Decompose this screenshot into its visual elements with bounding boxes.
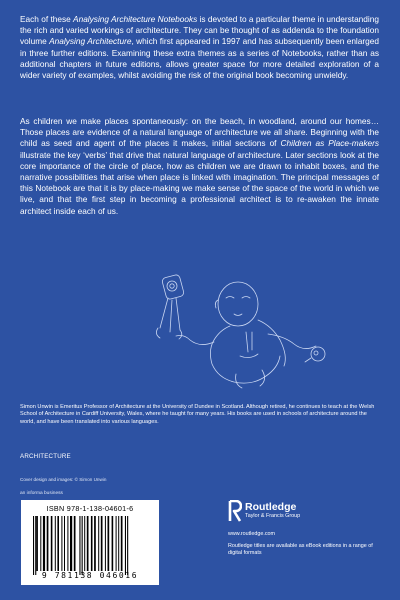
routledge-logo-icon [228,500,242,522]
isbn-number: ISBN 978-1-138-04601-6 [46,504,134,513]
publisher-name: Routledge [245,501,297,513]
toy-rattle-icon [305,347,325,362]
publisher-url: www.routledge.com [228,531,276,537]
baby-figure [176,282,316,388]
imprint-line: an informa business [20,491,63,496]
author-bio: Simon Unwin is Emeritus Professor of Architecture at the University of Dundee in Scotland. Although retired, he continues to teach at the Welsh School of Architecture in Cardiff University, Wales, where he taught for many years. His books are used in schools of architecture around the world, and have been translated into various languages. [20,404,375,425]
subject-category: ARCHITECTURE [20,453,71,460]
isbn-barcode [21,500,159,585]
barcode-digits: 9 781138 046016 [41,571,139,580]
blurb-paragraph-1: Each of these Analysing Architecture Notebooks is devoted to a particular theme in understanding the rich and varied workings of architecture. They can be thought of as addenda to the foundation volume Analysing Architecture, which first appeared in 1997 and has subsequently been enlarged in three further editions. Examining these extra themes as a series of Notebooks, rather than as additional chapters in future editions, allows greater space for more detailed exploration of a wider variety of examples, whilst avoiding the risk of the original book becoming unwieldy. [20,14,379,81]
baby-with-camera-illustration [150,270,330,395]
cover-credits: Cover design and images: © Simon Unwin [20,477,107,482]
blurb-paragraph-2: As children we make places spontaneously: on the beach, in woodland, around our homes… Those places are evidence of a natural language of architecture we all share. Beginning with the child as seed and agent of the places it makes, initial sections of Children as Place-makers illustrate the key ‘verbs’ that drive that natural language of architecture. Later sections look at the core importance of the circle of place, how as children we are drawn to inhabit boxes, and the narrative possibilities that arise when place is linked with imagination. The principal messages of this Notebook are that it is by place-making we make sense of the space of the world in which we live, and that the first step in becoming a professional architect is to re-awaken the innate architect inside each of us. [20,116,379,216]
camera-icon [156,274,184,339]
publisher-group: Taylor & Francis Group [245,513,301,519]
ebook-note: Routledge titles are available as eBook editions in a range of digital formats [228,543,373,557]
